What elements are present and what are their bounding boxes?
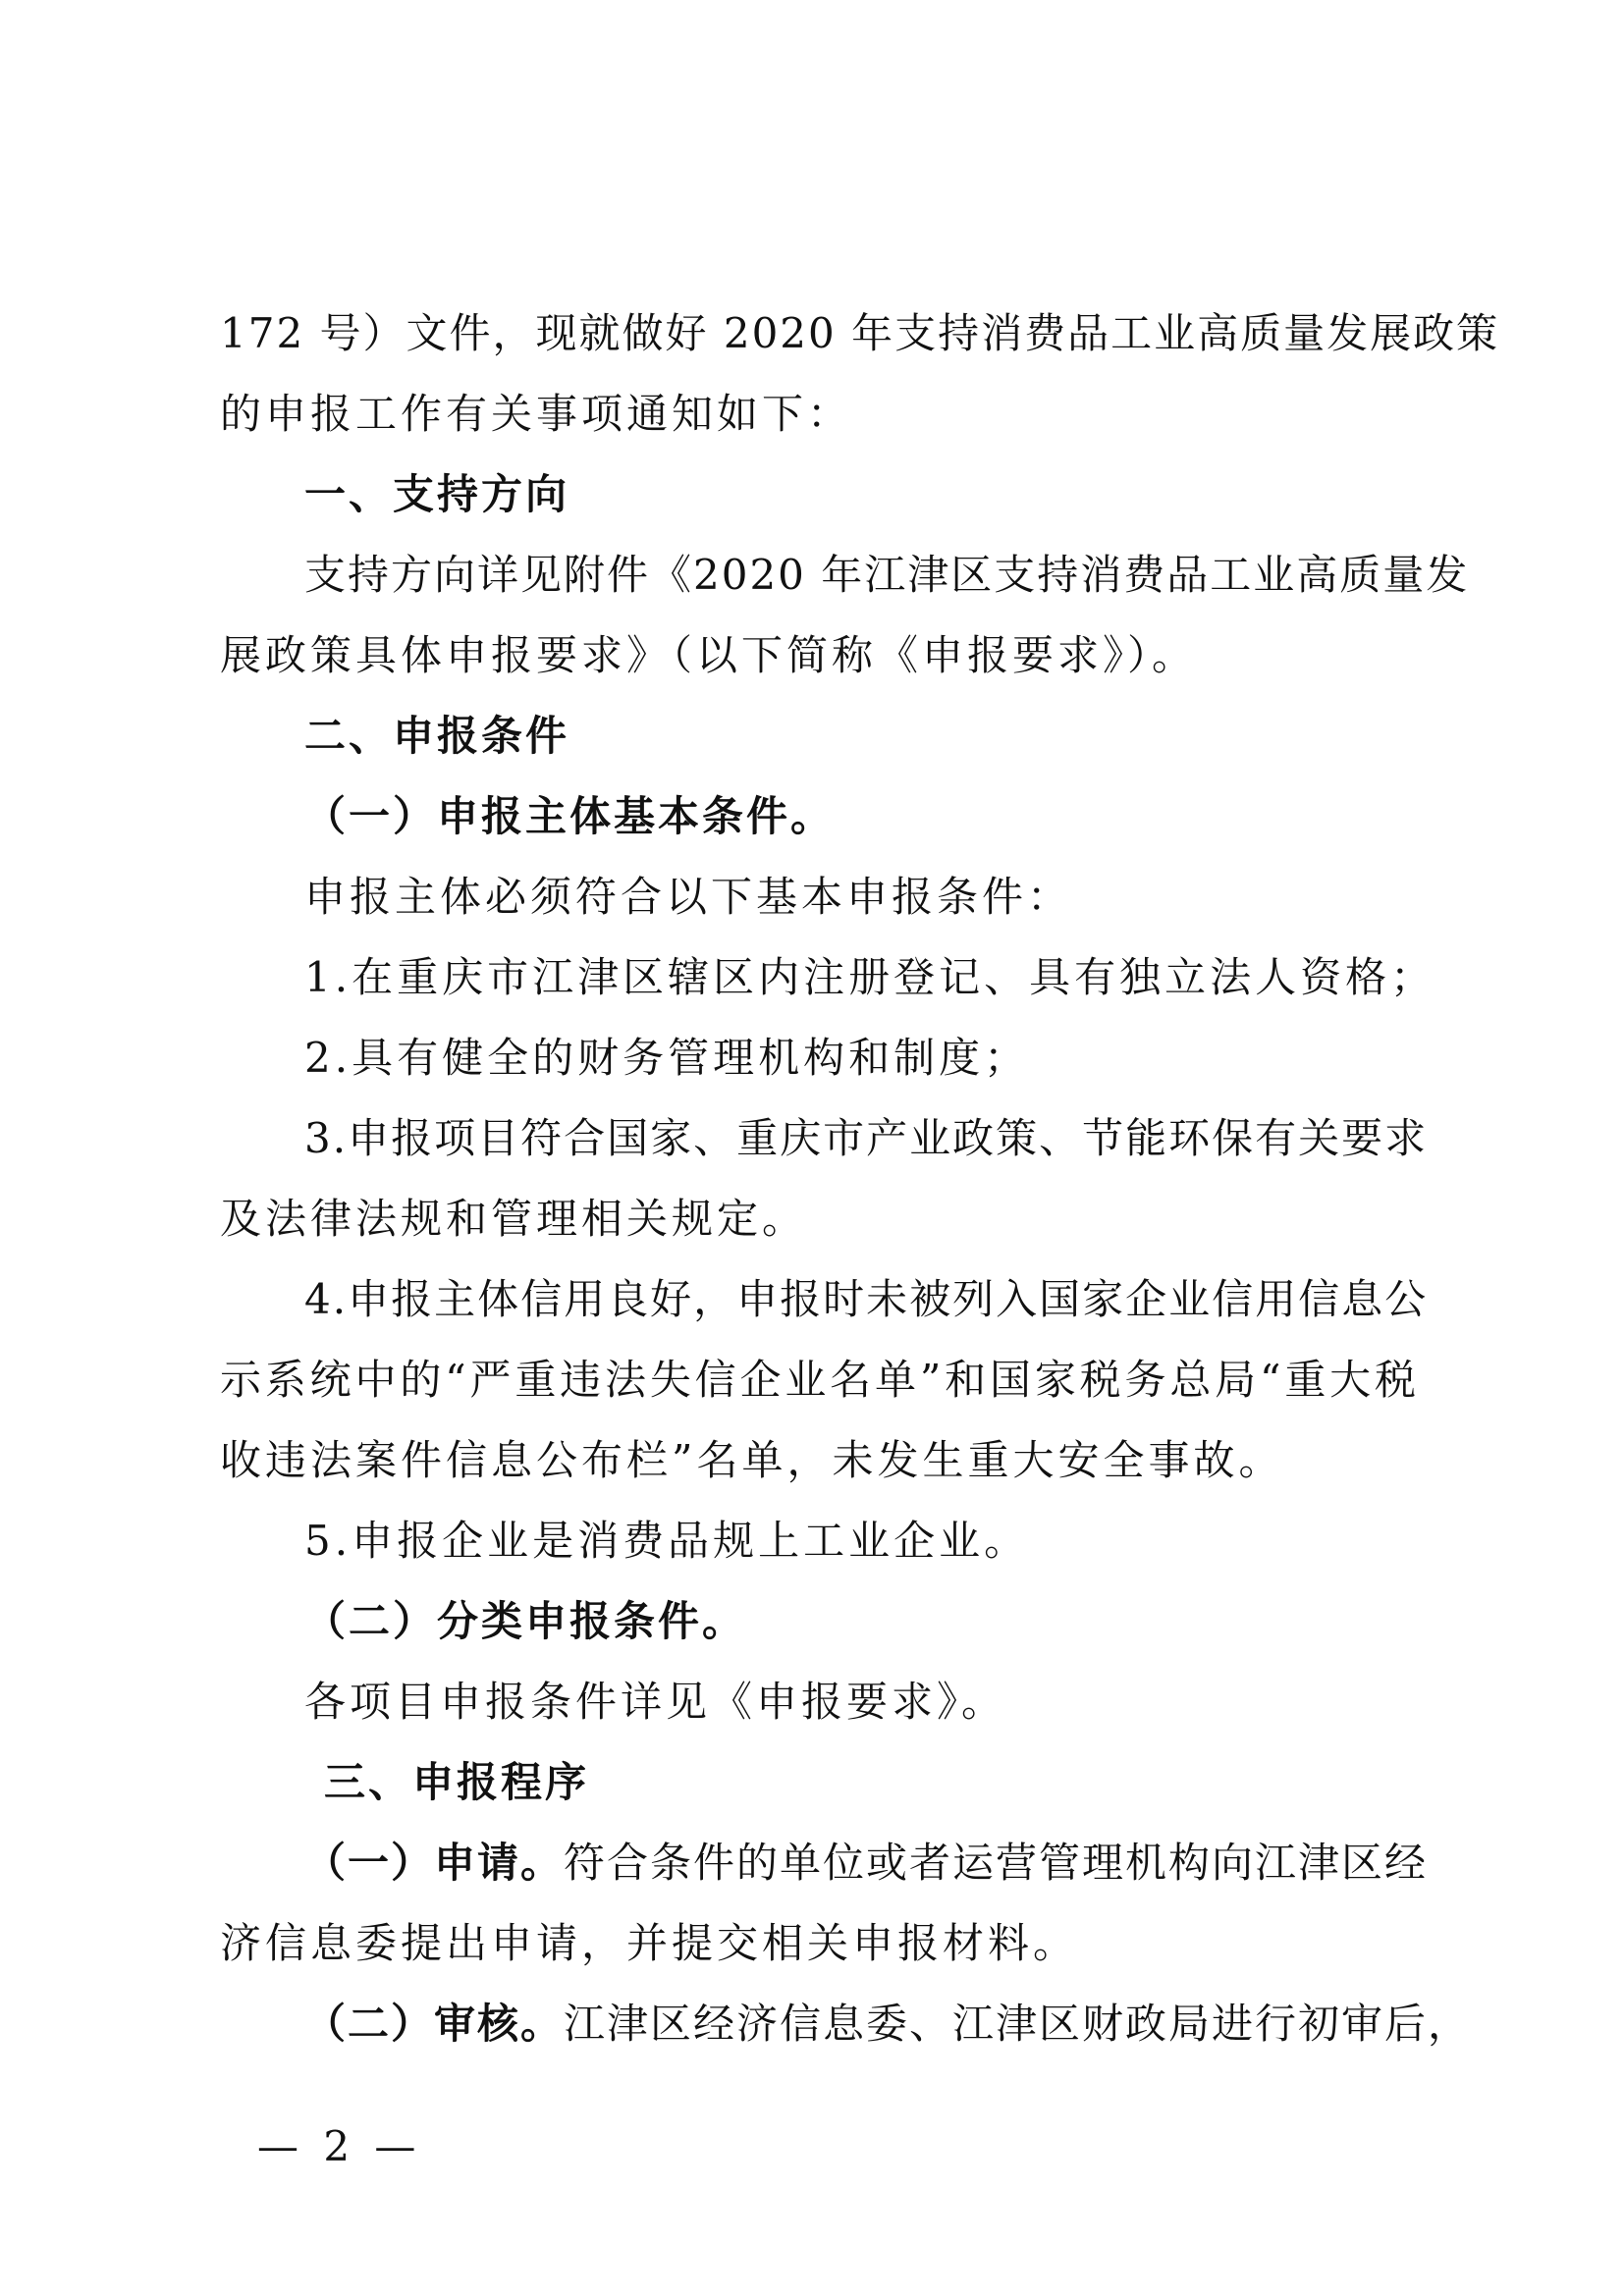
- apply-text: 符合条件的单位或者运营管理机构向江津区经: [564, 1839, 1429, 1887]
- paragraph-line: 示系统中的“严重违法失信企业名单”和国家税务总局“重大税: [220, 1356, 1418, 1404]
- list-item: 4.申报主体信用良好，申报时未被列入国家企业信用信息公: [304, 1275, 1429, 1323]
- review-lead: （二）审核。: [304, 2000, 565, 2048]
- paragraph-line: 展政策具体申报要求》（以下简称《申报要求》）。: [220, 631, 1198, 679]
- paragraph-line: 各项目申报条件详见《申报要求》。: [304, 1678, 1007, 1726]
- section-heading-conditions: 二、申报条件: [304, 712, 570, 760]
- paragraph-line: 济信息委提出申请，并提交相关申报材料。: [220, 1919, 1079, 1967]
- list-item: 3.申报项目符合国家、重庆市产业政策、节能环保有关要求: [304, 1114, 1429, 1162]
- apply-lead: （一）申请。: [304, 1839, 565, 1887]
- list-item: 1.在重庆市江津区辖区内注册登记、具有独立法人资格；: [304, 953, 1436, 1001]
- review-text: 江津区经济信息委、江津区财政局进行初审后，: [564, 2000, 1472, 2048]
- paragraph-line: 172 号）文件，现就做好 2020 年支持消费品工业高质量发展政策: [220, 309, 1500, 357]
- list-item: 5.申报企业是消费品规上工业企业。: [304, 1517, 1030, 1565]
- section-heading-support-direction: 一、支持方向: [304, 470, 570, 518]
- paragraph-line: 支持方向详见附件《2020 年江津区支持消费品工业高质量发: [304, 551, 1470, 599]
- paragraph-line: 申报主体必须符合以下基本申报条件：: [304, 873, 1073, 921]
- list-item: 2.具有健全的财务管理机构和制度；: [304, 1034, 1030, 1082]
- paragraph-apply: [304, 1834, 1429, 1893]
- subsection-heading-basic-conditions: （一）申报主体基本条件。: [304, 792, 836, 840]
- page-number: — 2 —: [257, 2122, 422, 2170]
- paragraph-line: 及法律法规和管理相关规定。: [220, 1195, 808, 1243]
- paragraph-line: 收违法案件信息公布栏”名单，未发生重大安全事故。: [220, 1436, 1284, 1484]
- paragraph-review: [304, 1995, 1472, 2054]
- subsection-heading-category-conditions: （二）分类申报条件。: [304, 1597, 747, 1645]
- section-heading-procedure: 三、申报程序: [324, 1758, 590, 1806]
- paragraph-line: 的申报工作有关事项通知如下：: [220, 390, 853, 438]
